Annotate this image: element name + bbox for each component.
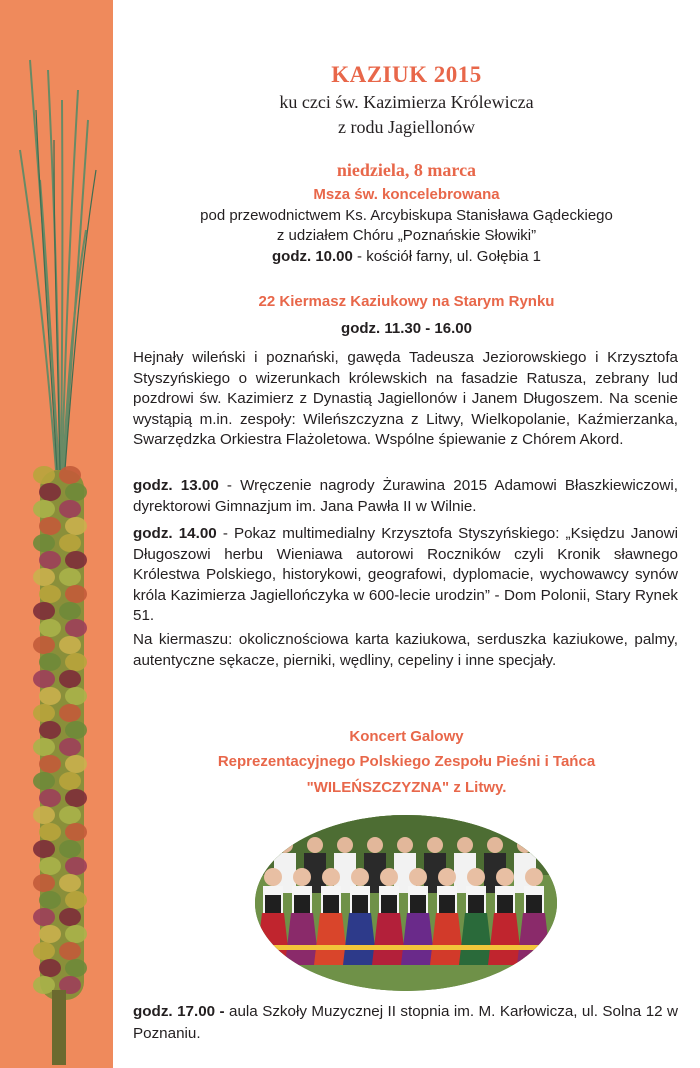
concert-line3: "WILEŃSZCZYZNA" z Litwy. — [306, 779, 507, 796]
event-date: niedziela, 8 marca — [336, 160, 477, 180]
mass-title: Msza św. koncelebrowana — [313, 186, 500, 203]
mass-line1: pod przewodnictwem Ks. Arcybiskupa Stanisława Gądeckiego — [200, 207, 613, 224]
event-title: KAZIUK 2015 — [331, 62, 482, 87]
fair-paragraph1: Hejnały wileński i poznański, gawęda Tadeusza Jeziorowskiego i Krzysztofa Styszyńskiego o wizerunkach królewskich na fasadzie Ratusza, zebrany lud pozdrowi św. Kazimierz z Dynastią Jagiellonów i Janem Długoszem. Na scenie wystąpią m.in. zespoły: Wileńszczyzna z Litwy, Wielkopolanie, Kaźmierzanka, Swarzędzka Orkiestra Flażoletowa. Wspólne śpiewanie z Chórem Akord. — [133, 349, 678, 448]
p3-time: godz. 14.00 — [133, 525, 217, 542]
mass-place: - kościół farny, ul. Gołębia 1 — [352, 248, 541, 265]
mass-time: godz. 10.00 — [272, 248, 353, 265]
event-subtitle-line2: z rodu Jagiellonów — [338, 117, 475, 137]
p2-time: godz. 13.00 — [133, 477, 219, 494]
concert-place: aula Szkoły Muzycznej II stopnia im. M. Karłowicza, ul. Solna 12 w Poznaniu. — [133, 1003, 678, 1042]
event-subtitle-line1: ku czci św. Kazimierza Królewicza — [279, 92, 534, 112]
fair-paragraph4: Na kiermaszu: okolicznościowa karta kaziukowa, serduszka kaziukowe, palmy, autentyczne sękacze, pierniki, wędliny, cepeliny i inne specjały. — [133, 631, 678, 669]
easter-palm-illustration — [0, 0, 113, 1068]
concert-line2: Reprezentacyjnego Polskiego Zespołu Pieśni i Tańca — [217, 753, 596, 770]
fair-hours: godz. 11.30 - 16.00 — [341, 320, 472, 337]
fair-title: 22 Kiermasz Kaziukowy na Starym Rynku — [258, 293, 555, 310]
flyer-content — [113, 0, 700, 1068]
concert-time: godz. 17.00 - — [133, 1003, 225, 1020]
fair-paragraph3 — [133, 524, 678, 627]
mass-line2: z udziałem Chóru „Poznańskie Słowiki” — [276, 227, 537, 244]
folk-ensemble-photo — [255, 815, 557, 991]
concert-line1: Koncert Galowy — [349, 728, 464, 745]
p3-text: - Pokaz multimedialny Krzysztofa Styszyńskiego: „Księdzu Janowi Długoszowi herbu Wieniawa autorowi Roczników czyli Kronik sławnego Królestwa Polskiego, historykowi, geografowi, dyplomacie, wychowawcy synów króla Kazimierza Jagiellończyka w 600-lecie urodzin” - Dom Polonii, Stary Rynek 51. — [133, 525, 679, 624]
concert-time-place — [133, 1001, 678, 1045]
mass-time-place — [113, 248, 700, 265]
p2-text: - Wręczenie nagrody Żurawina 2015 Adamowi Błaszkiewiczowi, dyrektorowi Gimnazjum im. Jana Pawła II w Wilnie. — [133, 477, 678, 515]
fair-paragraph2 — [133, 476, 678, 517]
